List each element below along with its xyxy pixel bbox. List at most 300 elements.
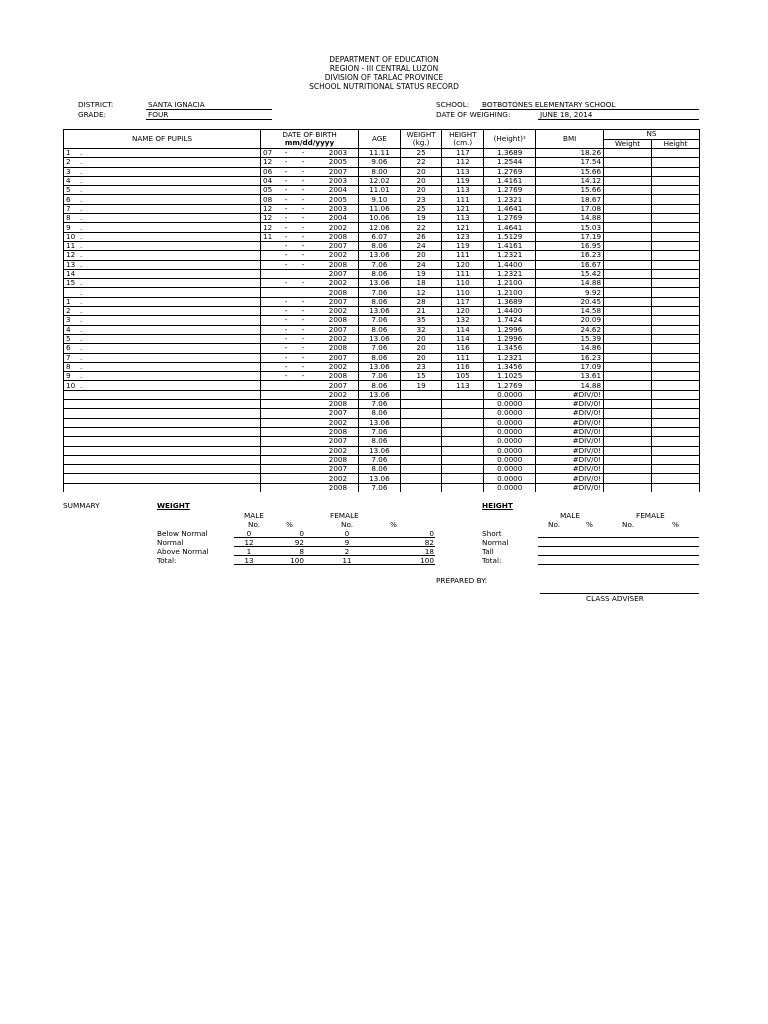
col-height-label: HEIGHT: [449, 130, 477, 139]
dob-year: 2002: [328, 306, 348, 316]
weight-cell: 21: [400, 307, 442, 316]
pupil-name-cell: [64, 334, 261, 343]
pupil-number-dot: .: [80, 185, 83, 195]
pupil-number-dot: .: [80, 306, 83, 316]
weight-cell: 23: [400, 195, 442, 204]
height-squared-cell: 1.2769: [484, 186, 536, 195]
height-cell: 113: [442, 167, 484, 176]
height-squared-cell: 0.0000: [484, 437, 536, 446]
bmi-cell: 18.67: [536, 195, 604, 204]
dob-cell: [261, 446, 359, 455]
pupil-name-cell: [64, 251, 261, 260]
weight-cell: 26: [400, 232, 442, 241]
height-male-pct-header: %: [586, 520, 593, 529]
pupil-name-cell: [64, 483, 261, 492]
age-cell: 8.06: [359, 409, 401, 418]
dob-dash-1: -: [284, 194, 288, 204]
weight-cell: 15: [400, 372, 442, 381]
height-squared-cell: 0.0000: [484, 418, 536, 427]
height-cell: [442, 427, 484, 436]
height-cell: 113: [442, 214, 484, 223]
dob-dash-2: -: [301, 232, 305, 241]
dob-dash-2: -: [301, 371, 305, 381]
weight-cell: [400, 474, 442, 483]
ns-height-cell: [652, 195, 700, 204]
dob-year: 2008: [328, 483, 348, 492]
pupil-number: 2: [66, 306, 71, 316]
dob-dash-1: -: [284, 241, 288, 251]
pupil-number-dot: .: [80, 260, 83, 269]
ns-weight-cell: [604, 251, 652, 260]
pupil-number-dot: .: [80, 353, 83, 362]
pupil-number: 12: [66, 250, 76, 260]
age-cell: 7.06: [359, 400, 401, 409]
ns-weight-cell: [604, 400, 652, 409]
ns-height-cell: [652, 474, 700, 483]
pupil-number: 10: [66, 232, 76, 241]
ns-weight-cell: [604, 353, 652, 362]
ns-height-cell: [652, 204, 700, 213]
dob-cell: [261, 288, 359, 297]
dob-year: 2002: [328, 473, 348, 483]
pupil-name-cell: [64, 353, 261, 362]
pupil-name-cell: [64, 195, 261, 204]
summary-weight-female-pct: 100: [420, 556, 434, 565]
weight-cell: 20: [400, 334, 442, 343]
bmi-cell: 9.92: [536, 288, 604, 297]
bmi-cell: #DIV/0!: [536, 409, 604, 418]
pupil-name-cell: [64, 427, 261, 436]
bmi-cell: #DIV/0!: [536, 427, 604, 436]
dob-dash-2: -: [301, 260, 305, 269]
height-squared-cell: 1.2996: [484, 325, 536, 334]
pupil-name-cell: [64, 214, 261, 223]
pupil-number-dot: .: [80, 362, 83, 371]
pupil-name-cell: [64, 176, 261, 185]
bmi-cell: 15.39: [536, 334, 604, 343]
ns-height-cell: [652, 409, 700, 418]
ns-height-cell: [652, 269, 700, 278]
height-squared-cell: 1.7424: [484, 316, 536, 325]
ns-height-cell: [652, 344, 700, 353]
weight-cell: 23: [400, 362, 442, 371]
dob-year: 2007: [328, 380, 348, 390]
height-cell: 116: [442, 344, 484, 353]
ns-height-cell: [652, 167, 700, 176]
height-cell: 123: [442, 232, 484, 241]
summary-weight-female-pct: 82: [424, 538, 434, 547]
age-cell: 7.06: [359, 455, 401, 464]
col-height-squared-header: (Height)²: [484, 130, 536, 149]
dob-year: 2003: [328, 204, 348, 213]
table-row: [64, 362, 700, 371]
height-squared-cell: 0.0000: [484, 400, 536, 409]
weight-cell: 12: [400, 288, 442, 297]
table-row: [64, 232, 700, 241]
pupil-number: 3: [66, 167, 71, 176]
table-row: [64, 241, 700, 250]
dob-year: 2008: [328, 260, 348, 269]
summary-weight-female-pct: 18: [424, 547, 434, 556]
age-cell: 8.06: [359, 269, 401, 278]
dob-cell: [261, 344, 359, 353]
height-squared-cell: 0.0000: [484, 483, 536, 492]
dob-year: 2002: [328, 278, 348, 288]
pupil-number-dot: .: [80, 148, 83, 158]
dob-year: 2005: [328, 194, 348, 204]
dob-dash-1: -: [284, 250, 288, 260]
department-title: DEPARTMENT OF EDUCATION: [329, 55, 439, 64]
pupil-name-cell: [64, 409, 261, 418]
ns-height-cell: [652, 260, 700, 269]
weight-cell: 20: [400, 176, 442, 185]
age-cell: 7.06: [359, 483, 401, 492]
dob-dash-1: -: [284, 204, 288, 213]
class-adviser-label: CLASS ADVISER: [586, 594, 644, 603]
dob-cell: [261, 474, 359, 483]
dob-dash-2: -: [301, 325, 305, 334]
dob-dash-2: -: [301, 278, 305, 288]
dob-cell: [261, 214, 359, 223]
dob-year: 2003: [328, 148, 348, 158]
weight-cell: 22: [400, 158, 442, 167]
table-row: [64, 297, 700, 306]
ns-weight-cell: [604, 316, 652, 325]
bmi-cell: 17.09: [536, 362, 604, 371]
dob-dash-2: -: [301, 157, 305, 167]
pupil-name-cell: [64, 260, 261, 269]
age-cell: 12.02: [359, 176, 401, 185]
dob-month: 12: [263, 157, 273, 167]
dob-cell: [261, 158, 359, 167]
bmi-cell: 16.23: [536, 251, 604, 260]
pupil-name-cell: [64, 241, 261, 250]
age-cell: 9.10: [359, 195, 401, 204]
table-row: [64, 316, 700, 325]
height-cell: 121: [442, 204, 484, 213]
pupil-number-dot: .: [80, 167, 83, 176]
ns-height-cell: [652, 149, 700, 158]
summary-weight-female-no: 11: [342, 556, 352, 565]
weight-male-no-header: No.: [248, 520, 261, 529]
weight-cell: [400, 483, 442, 492]
age-cell: 8.06: [359, 325, 401, 334]
dob-dash-2: -: [301, 250, 305, 260]
dob-cell: [261, 149, 359, 158]
age-cell: 8.00: [359, 167, 401, 176]
ns-weight-cell: [604, 427, 652, 436]
pupil-number: 11: [66, 241, 76, 251]
pupil-name-cell: [64, 325, 261, 334]
age-cell: 13.06: [359, 446, 401, 455]
weight-cell: 19: [400, 214, 442, 223]
height-cell: 111: [442, 251, 484, 260]
ns-weight-cell: [604, 186, 652, 195]
height-squared-cell: 1.3689: [484, 297, 536, 306]
height-squared-cell: 1.3456: [484, 344, 536, 353]
pupil-number: 5: [66, 185, 71, 195]
ns-weight-cell: [604, 390, 652, 399]
dob-cell: [261, 269, 359, 278]
age-cell: 7.06: [359, 260, 401, 269]
weight-cell: 19: [400, 269, 442, 278]
dob-month: 04: [263, 176, 273, 186]
ns-weight-cell: [604, 176, 652, 185]
ns-height-cell: [652, 307, 700, 316]
ns-weight-cell: [604, 195, 652, 204]
height-squared-cell: 1.2769: [484, 214, 536, 223]
age-cell: 8.06: [359, 353, 401, 362]
dob-dash-1: -: [284, 278, 288, 288]
dob-dash-2: -: [301, 222, 305, 232]
bmi-cell: 16.23: [536, 353, 604, 362]
dob-year: 2002: [328, 250, 348, 260]
table-row: [64, 483, 700, 492]
ns-weight-cell: [604, 372, 652, 381]
age-cell: 8.06: [359, 465, 401, 474]
col-dob-format: mm/dd/yyyy: [284, 138, 335, 147]
bmi-cell: #DIV/0!: [536, 390, 604, 399]
ns-weight-cell: [604, 381, 652, 390]
height-squared-cell: 1.2544: [484, 158, 536, 167]
age-cell: 7.06: [359, 427, 401, 436]
height-cell: 117: [442, 149, 484, 158]
col-dob-header: [261, 130, 359, 149]
dob-year: 2002: [328, 418, 348, 427]
dob-year: 2002: [328, 222, 348, 232]
prepared-by-label: PREPARED BY:: [436, 576, 488, 585]
pupil-name-cell: [64, 362, 261, 371]
table-row: [64, 288, 700, 297]
age-cell: 13.06: [359, 334, 401, 343]
height-squared-cell: 1.3456: [484, 362, 536, 371]
table-row: [64, 269, 700, 278]
age-cell: 13.06: [359, 251, 401, 260]
summary-height-row-line: [538, 537, 699, 538]
age-cell: 7.06: [359, 316, 401, 325]
pupil-name-cell: [64, 204, 261, 213]
bmi-cell: 14.86: [536, 344, 604, 353]
bmi-cell: 14.88: [536, 381, 604, 390]
height-cell: 111: [442, 195, 484, 204]
table-row: [64, 372, 700, 381]
weight-cell: 24: [400, 260, 442, 269]
table-row: [64, 353, 700, 362]
dob-dash-1: -: [284, 315, 288, 325]
height-cell: 105: [442, 372, 484, 381]
dob-dash-1: -: [284, 176, 288, 186]
dob-cell: [261, 400, 359, 409]
pupil-name-cell: [64, 344, 261, 353]
pupil-name-cell: [64, 381, 261, 390]
weight-cell: 22: [400, 223, 442, 232]
ns-height-cell: [652, 325, 700, 334]
dob-cell: [261, 176, 359, 185]
pupil-name-cell: [64, 307, 261, 316]
ns-weight-cell: [604, 241, 652, 250]
height-cell: 111: [442, 353, 484, 362]
ns-height-cell: [652, 446, 700, 455]
height-cell: 120: [442, 307, 484, 316]
dob-cell: [261, 260, 359, 269]
weight-male-pct-header: %: [286, 520, 293, 529]
dob-dash-2: -: [301, 204, 305, 213]
dob-month: 08: [263, 194, 273, 204]
pupil-number-dot: .: [80, 194, 83, 204]
dob-cell: [261, 251, 359, 260]
dob-year: 2002: [328, 446, 348, 455]
bmi-cell: 17.54: [536, 158, 604, 167]
dob-dash-2: -: [301, 306, 305, 316]
table-row: [64, 409, 700, 418]
dob-cell: [261, 325, 359, 334]
dob-year: 2003: [328, 176, 348, 186]
weight-cell: 35: [400, 316, 442, 325]
table-row: [64, 446, 700, 455]
height-squared-cell: 1.2321: [484, 269, 536, 278]
table-row: [64, 204, 700, 213]
col-name-header: NAME OF PUPILS: [64, 130, 261, 149]
summary-weight-male-no: 12: [244, 538, 254, 547]
dob-month: 07: [263, 148, 273, 158]
dob-year: 2007: [328, 325, 348, 334]
dob-dash-2: -: [301, 167, 305, 176]
pupil-number: 7: [66, 353, 71, 362]
summary-height-row-line: [538, 564, 699, 565]
dob-dash-1: -: [284, 334, 288, 344]
table-row: [64, 427, 700, 436]
summary-height-label: Short: [482, 529, 502, 538]
summary-weight-row-line: [234, 564, 435, 565]
bmi-cell: 18.26: [536, 149, 604, 158]
height-squared-cell: 0.0000: [484, 427, 536, 436]
dob-cell: [261, 241, 359, 250]
summary-weight-female-no: 9: [344, 538, 350, 547]
ns-height-cell: [652, 465, 700, 474]
ns-weight-cell: [604, 455, 652, 464]
age-cell: 8.06: [359, 241, 401, 250]
table-row: [64, 390, 700, 399]
dob-cell: [261, 307, 359, 316]
bmi-cell: #DIV/0!: [536, 446, 604, 455]
height-cell: [442, 446, 484, 455]
height-squared-cell: 1.4161: [484, 241, 536, 250]
height-cell: 114: [442, 325, 484, 334]
pupil-name-cell: [64, 446, 261, 455]
bmi-cell: 15.03: [536, 223, 604, 232]
dob-dash-1: -: [284, 353, 288, 362]
height-squared-cell: 0.0000: [484, 390, 536, 399]
pupil-number-dot: .: [80, 334, 83, 344]
district-value: SANTA IGNACIA: [148, 100, 205, 109]
bmi-cell: #DIV/0!: [536, 455, 604, 464]
table-row: [64, 334, 700, 343]
pupil-name-cell: [64, 390, 261, 399]
dob-year: 2002: [328, 334, 348, 344]
nutrition-table: [63, 129, 700, 492]
dob-cell: [261, 167, 359, 176]
bmi-cell: 15.66: [536, 186, 604, 195]
dob-dash-2: -: [301, 343, 305, 353]
weight-cell: 28: [400, 297, 442, 306]
dob-month: 05: [263, 185, 273, 195]
table-row: [64, 223, 700, 232]
ns-weight-cell: [604, 437, 652, 446]
col-ns-header: NS: [604, 130, 700, 140]
pupil-number: 4: [66, 325, 71, 334]
weight-female-header: FEMALE: [330, 511, 359, 520]
pupil-number: 15: [66, 278, 76, 288]
table-row: [64, 251, 700, 260]
ns-weight-cell: [604, 288, 652, 297]
height-cell: 119: [442, 241, 484, 250]
height-cell: 119: [442, 176, 484, 185]
age-cell: 11.01: [359, 186, 401, 195]
weight-cell: 18: [400, 279, 442, 288]
ns-weight-cell: [604, 260, 652, 269]
pupil-name-cell: [64, 372, 261, 381]
ns-weight-cell: [604, 474, 652, 483]
dob-dash-2: -: [301, 241, 305, 251]
dob-dash-2: -: [301, 194, 305, 204]
ns-height-cell: [652, 390, 700, 399]
col-age-header: AGE: [359, 130, 401, 149]
ns-height-cell: [652, 279, 700, 288]
ns-height-cell: [652, 232, 700, 241]
bmi-cell: 15.66: [536, 167, 604, 176]
pupil-name-cell: [64, 232, 261, 241]
summary-weight-female-pct: 0: [429, 529, 434, 538]
table-row: [64, 437, 700, 446]
summary-weight-male-no: 1: [246, 547, 252, 556]
dob-cell: [261, 483, 359, 492]
dob-year: 2007: [328, 297, 348, 306]
dob-year: 2008: [328, 427, 348, 437]
height-squared-cell: 1.2100: [484, 288, 536, 297]
dob-dash-2: -: [301, 185, 305, 195]
age-cell: 10.06: [359, 214, 401, 223]
pupil-number: 13: [66, 260, 76, 269]
height-cell: 113: [442, 186, 484, 195]
col-ns-height-header: Height: [652, 139, 700, 149]
age-cell: 13.06: [359, 307, 401, 316]
pupil-number: 8: [66, 362, 71, 371]
pupil-name-cell: [64, 223, 261, 232]
age-cell: 13.06: [359, 362, 401, 371]
pupil-number-dot: .: [80, 343, 83, 353]
division-title: DIVISION OF TARLAC PROVINCE: [324, 73, 444, 82]
table-row: [64, 186, 700, 195]
weight-cell: [400, 390, 442, 399]
dob-year: 2008: [328, 399, 348, 409]
weight-cell: 20: [400, 353, 442, 362]
pupil-name-cell: [64, 186, 261, 195]
summary-height-label: Tall: [482, 547, 494, 556]
ns-height-cell: [652, 437, 700, 446]
height-squared-cell: 0.0000: [484, 455, 536, 464]
height-cell: 113: [442, 381, 484, 390]
height-cell: 117: [442, 297, 484, 306]
dob-year: 2007: [328, 436, 348, 446]
record-title: SCHOOL NUTRITIONAL STATUS RECORD: [309, 82, 459, 91]
col-weight-unit: (kg.): [412, 138, 430, 147]
bmi-cell: 16.67: [536, 260, 604, 269]
ns-height-cell: [652, 372, 700, 381]
dob-cell: [261, 409, 359, 418]
pupil-number-dot: .: [80, 176, 83, 186]
ns-weight-cell: [604, 204, 652, 213]
ns-height-cell: [652, 427, 700, 436]
